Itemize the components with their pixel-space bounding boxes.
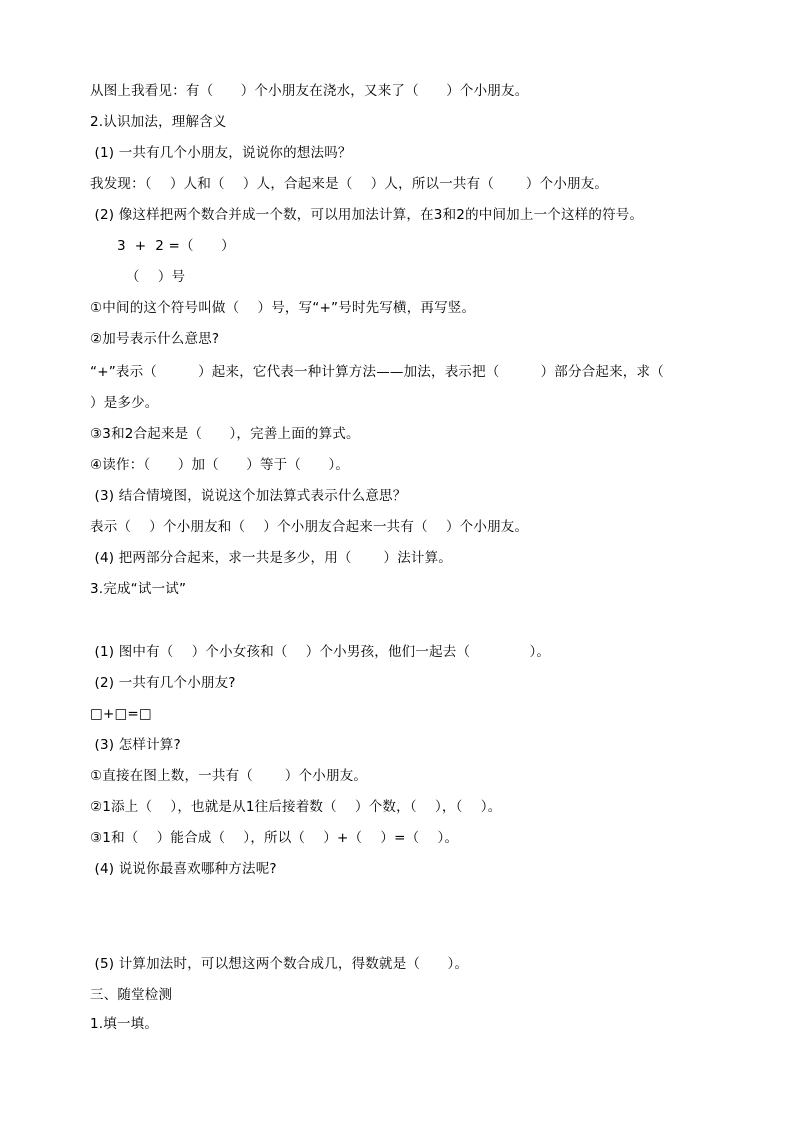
- text-line-17: 3.完成“试一试”: [90, 581, 187, 597]
- text-line-6: 3 + 2 =（ ）: [90, 238, 235, 254]
- text-line-27: 三、随堂检测: [90, 987, 173, 1003]
- text-line-28: 1.填一填。: [90, 1016, 159, 1032]
- text-line-12: ③3和2合起来是（ ），完善上面的算式。: [90, 426, 360, 442]
- text-line-16: (4) 把两部分合起来，求一共是多少，用（ ）法计算。: [90, 550, 452, 566]
- text-line-25: (4) 说说你最喜欢哪种方法呢?: [90, 861, 277, 877]
- text-line-10: “+”表示（ ）起来，它代表一种计算方法——加法，表示把（ ）部分合起来，求（: [90, 364, 664, 380]
- text-line-4: 我发现：（ ）人和（ ）人，合起来是（ ）人，所以一共有（ ）个小朋友。: [90, 176, 609, 192]
- text-line-26: (5) 计算加法时，可以想这两个数合成几，得数就是（ ）。: [90, 956, 469, 972]
- text-line-24: ③1和（ ）能合成（ ），所以（ ）+（ ）=（ ）。: [90, 830, 459, 846]
- text-line-9: ②加号表示什么意思?: [90, 331, 220, 347]
- text-line-22: ①直接在图上数，一共有（ ）个小朋友。: [90, 768, 368, 784]
- text-line-1: 从图上我看见：有（ ）个小朋友在浇水，又来了（ ）个小朋友。: [90, 83, 529, 99]
- text-line-2: 2.认识加法，理解含义: [90, 114, 227, 130]
- text-line-14: (3) 结合情境图，说说这个加法算式表示什么意思？: [90, 488, 407, 504]
- text-line-18: (1) 图中有（ ）个小女孩和（ ）个小男孩，他们一起去（ ）。: [90, 644, 551, 660]
- text-line-8: ①中间的这个符号叫做（ ）号，写“+”号时先写横，再写竖。: [90, 300, 476, 316]
- text-line-7: （ ）号: [90, 269, 186, 285]
- text-line-5: (2) 像这样把两个数合并成一个数，可以用加法计算，在3和2的中间加上一个这样的符号。: [90, 207, 644, 223]
- text-line-20: □+□=□: [90, 706, 152, 722]
- text-line-3: (1) 一共有几个小朋友，说说你的想法吗？: [90, 145, 352, 161]
- text-line-19: (2) 一共有几个小朋友?: [90, 675, 236, 691]
- text-line-15: 表示（ ）个小朋友和（ ）个小朋友合起来一共有（ ）个小朋友。: [90, 519, 529, 535]
- text-line-23: ②1添上（ ），也就是从1往后接着数（ ）个数，（ ），（ ）。: [90, 799, 502, 815]
- text-line-11: ）是多少。: [90, 395, 159, 411]
- text-line-21: (3) 怎样计算?: [90, 737, 181, 753]
- text-line-13: ④读作：（ ）加（ ）等于（ ）。: [90, 457, 350, 473]
